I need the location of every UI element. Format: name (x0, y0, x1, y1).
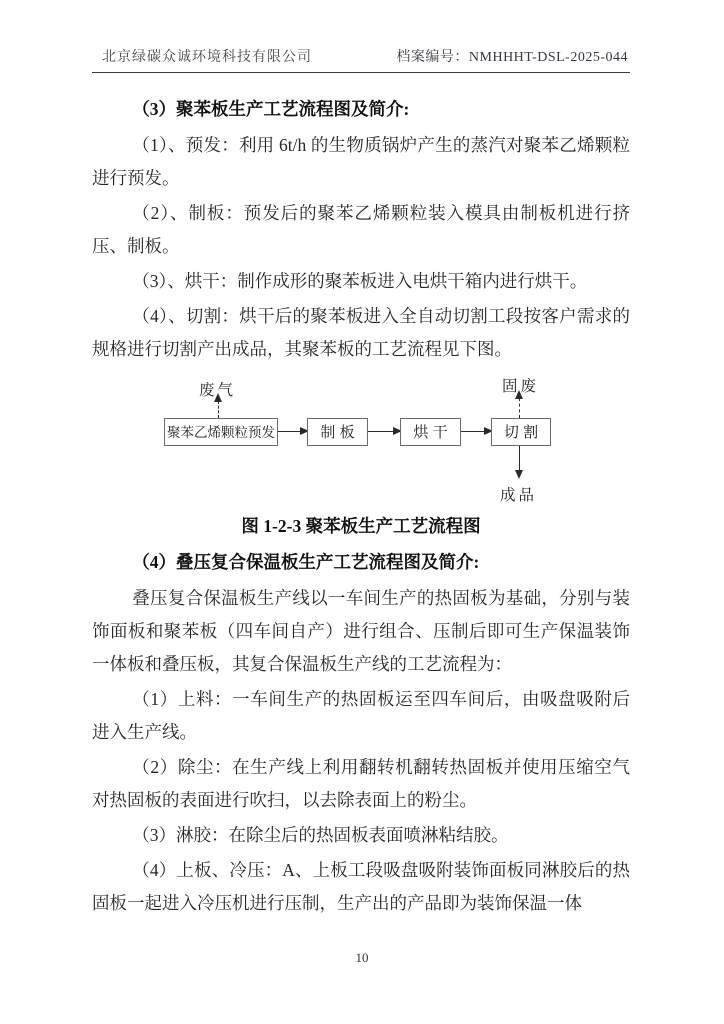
page-number: 10 (355, 950, 369, 965)
solid-waste-label: 固废 (502, 378, 540, 395)
flow-box-board-making: 制 板 (307, 418, 368, 446)
page-header (92, 46, 630, 73)
paragraph-cutting: （4）、切割：烘干后的聚苯板进入全自动切割工段按客户需求的规格进行切割产出成品，其聚苯板的工艺流程见下图。 (92, 306, 630, 359)
paragraph-board-making: （2）、制板：预发后的聚苯乙烯颗粒装入模具由制板机进行挤压、制板。 (92, 203, 630, 256)
company-name: 北京绿碳众诚环境科技有限公司 (102, 50, 312, 65)
waste-gas-label: 废气 (199, 382, 237, 399)
paragraph-prefoam: （1）、预发：利用 6t/h 的生物质锅炉产生的蒸汽对聚苯乙烯颗粒进行预发。 (92, 135, 630, 188)
paragraph-drying: （3）、烘干：制作成形的聚苯板进入电烘干箱内进行烘干。 (132, 271, 588, 291)
product-arrow (519, 446, 520, 471)
archive-number-label: 档案编号： (396, 50, 469, 65)
document-body (92, 93, 630, 920)
section-3-title: （3）聚苯板生产工艺流程图及简介: (132, 99, 410, 119)
archive-number-value: NMHHHT-DSL-2025-044 (468, 50, 628, 65)
section-4-title: （4）叠压复合保温板生产工艺流程图及简介: (132, 552, 480, 572)
paragraph-glue-spraying: （3）淋胶：在除尘后的热固板表面喷淋粘结胶。 (132, 825, 509, 845)
flow-arrow-2 (368, 431, 400, 432)
process-flow-diagram (92, 369, 630, 507)
figure-caption: 图 1-2-3 聚苯板生产工艺流程图 (241, 516, 481, 536)
paragraph-s4-intro: 叠压复合保温板生产线以一车间生产的热固板为基础，分别与装饰面板和聚苯板（四车间自产）进行组合、压制后即可生产保温装饰一体板和叠压板，其复合保温板生产线的工艺流程为： (92, 588, 630, 674)
flow-box-cutting: 切 割 (491, 418, 551, 446)
flow-box-drying: 烘 干 (400, 418, 461, 446)
archive-number (396, 46, 628, 66)
flow-arrow-3 (461, 431, 491, 432)
flow-box-prefoam: 聚苯乙烯颗粒预发 (164, 418, 278, 446)
paragraph-dust-removal: （2）除尘：在生产线上利用翻转机翻转热固板并使用压缩空气对热固板的表面进行吹扫，以去除表面上的粉尘。 (92, 757, 630, 810)
product-label: 成品 (500, 487, 538, 504)
paragraph-cold-pressing: （4）上板、冷压：A、上板工段吸盘吸附装饰面板同淋胶后的热固板一起进入冷压机进行压制，生产出的产品即为装饰保温一体 (92, 860, 630, 913)
paragraph-loading: （1）上料：一车间生产的热固板运至四车间后，由吸盘吸附后进入生产线。 (92, 689, 630, 742)
flow-arrow-1 (278, 431, 307, 432)
